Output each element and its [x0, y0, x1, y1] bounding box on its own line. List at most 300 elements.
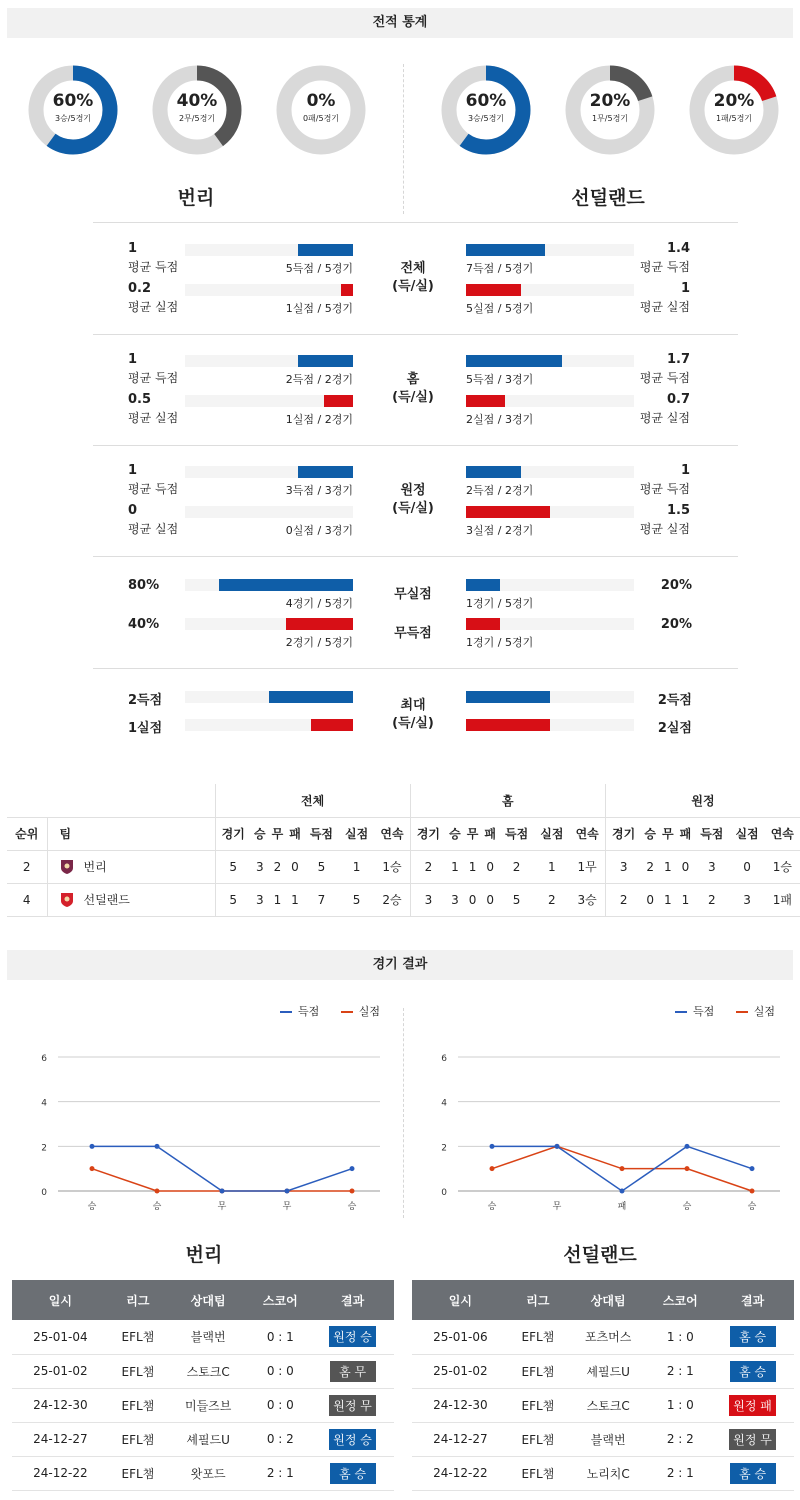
donut-left-0 [28, 65, 118, 155]
away-results-table [412, 1280, 794, 1491]
home-results-chart [0, 1030, 400, 1230]
legend-right [675, 1003, 775, 1019]
x-tick-label: 무 [552, 1202, 562, 1212]
data-point [90, 1166, 95, 1171]
results-col-3: 스코어 [249, 1280, 311, 1320]
data-point [750, 1166, 755, 1171]
group-title-sub: (득/실) [392, 501, 434, 516]
left-value: 0.5 [128, 392, 152, 407]
donut-percent: 60% [465, 91, 507, 111]
stat-cell: 1 [464, 850, 482, 883]
bar-right [466, 395, 505, 407]
result-league: EFL챔 [109, 1456, 167, 1490]
donut-percent: 20% [713, 91, 755, 111]
result-opponent: 미들즈브 [167, 1388, 249, 1422]
left-label: 평균 득점 [128, 260, 179, 274]
bar-right [466, 284, 521, 296]
col-3: 패 [286, 817, 304, 850]
x-tick-label: 승 [747, 1202, 757, 1212]
col-6: 연속 [374, 817, 410, 850]
stat-cell: 2승 [374, 883, 410, 916]
data-point [155, 1189, 160, 1194]
result-score: 2 : 1 [249, 1456, 311, 1490]
max-title [370, 697, 456, 733]
bar-right-track [466, 466, 634, 478]
group-title [370, 260, 456, 296]
result-league: EFL챔 [509, 1456, 567, 1490]
stat-cell: 1 [286, 883, 304, 916]
bar-left [298, 466, 353, 478]
bar-right [466, 244, 545, 256]
bar-right [466, 618, 500, 630]
col-0: 경기 [215, 817, 251, 850]
left-value: 0.2 [128, 281, 152, 296]
bar-left-track [185, 618, 353, 630]
rank-cell: 2 [7, 850, 47, 883]
col-3: 패 [677, 817, 695, 850]
results-col-2: 상대팀 [167, 1280, 249, 1320]
bar-left-track [185, 466, 353, 478]
stat-cell: 1 [534, 850, 569, 883]
stat-cell: 2 [605, 883, 641, 916]
bar-left [219, 579, 353, 591]
right-label: 평균 실점 [639, 300, 690, 314]
donut-percent: 60% [52, 91, 94, 111]
no-score-title: 무득점 [394, 626, 432, 641]
result-badge: 원정 승 [329, 1429, 376, 1450]
legend-scored-label: 득점 [693, 1005, 715, 1018]
left-value: 80% [128, 578, 160, 593]
bar-left-track [185, 506, 353, 518]
result-cell [311, 1320, 394, 1354]
stat-cell: 2 [694, 883, 729, 916]
right-value: 1.4 [666, 241, 690, 256]
result-opponent: 스토크C [167, 1354, 249, 1388]
stat-cell: 0 [729, 850, 764, 883]
left-caption: 0실점 / 3경기 [285, 524, 353, 537]
bar-left-track [185, 395, 353, 407]
results-col-1: 리그 [509, 1280, 567, 1320]
team-crest-icon [60, 892, 74, 908]
col-rank: 순위 [7, 817, 47, 850]
result-cell [311, 1422, 394, 1456]
data-point [620, 1166, 625, 1171]
x-tick-label: 승 [347, 1202, 357, 1212]
result-opponent: 스토크C [567, 1388, 649, 1422]
stat-cell: 5 [339, 883, 374, 916]
result-row [12, 1354, 394, 1388]
standings-row [7, 883, 800, 916]
legend-conceded-label: 실점 [753, 1005, 776, 1018]
y-tick-label: 0 [441, 1188, 447, 1198]
stat-cell: 3 [251, 883, 269, 916]
bar-right-track [466, 618, 634, 630]
bar-right-track [466, 355, 634, 367]
bar-left-track [185, 284, 353, 296]
stat-cell: 3 [694, 850, 729, 883]
stat-cell: 2 [499, 850, 534, 883]
right-value: 1 [680, 463, 690, 478]
bar-right [466, 691, 550, 703]
away-team-name-2: 선덜랜드 [563, 1244, 637, 1266]
group-title [370, 482, 456, 518]
stat-cell: 0 [641, 883, 659, 916]
stat-cell: 3 [446, 883, 464, 916]
col-5: 실점 [534, 817, 569, 850]
results-col-0: 일시 [12, 1280, 109, 1320]
result-badge: 홈 승 [330, 1463, 376, 1484]
bar-right-track [466, 395, 634, 407]
stat-cell: 3승 [569, 883, 605, 916]
result-league: EFL챔 [509, 1320, 567, 1354]
stat-cell: 5 [304, 850, 339, 883]
bar-right-track [466, 284, 634, 296]
legend-conceded-label: 실점 [358, 1005, 381, 1018]
legend-scored-swatch [675, 1011, 687, 1013]
x-tick-label: 무 [217, 1202, 227, 1212]
rank-cell: 4 [7, 883, 47, 916]
group-title-sub: (득/실) [392, 279, 434, 294]
col-6: 연속 [765, 817, 800, 850]
right-value: 20% [660, 578, 692, 593]
legend-left [280, 1003, 380, 1019]
y-tick-label: 2 [441, 1143, 447, 1154]
y-tick-label: 0 [41, 1188, 47, 1198]
result-date: 24-12-30 [12, 1388, 109, 1422]
results-col-0: 일시 [412, 1280, 509, 1320]
legend-scored-swatch [280, 1011, 292, 1013]
result-row [12, 1456, 394, 1490]
bar-right [466, 355, 562, 367]
max-title-sub: (득/실) [392, 716, 434, 731]
group-title-main: 원정 [400, 483, 426, 498]
donut-left-2 [276, 65, 366, 155]
result-date: 25-01-02 [412, 1354, 509, 1388]
x-tick-label: 승 [87, 1202, 97, 1212]
result-cell [711, 1422, 794, 1456]
result-league: EFL챔 [509, 1354, 567, 1388]
team-cell [47, 850, 215, 883]
bar-right-track [466, 506, 634, 518]
result-opponent: 노리치C [567, 1456, 649, 1490]
left-label: 평균 실점 [128, 411, 179, 425]
results-section-title: 경기 결과 [7, 950, 793, 980]
result-row [412, 1388, 794, 1422]
data-point [155, 1144, 160, 1149]
data-point [220, 1189, 225, 1194]
left-caption: 4경기 / 5경기 [285, 597, 353, 610]
result-date: 25-01-02 [12, 1354, 109, 1388]
left-value: 0 [128, 503, 138, 518]
result-date: 24-12-30 [412, 1388, 509, 1422]
stat-cell: 1 [677, 883, 695, 916]
stat-cell: 3 [605, 850, 641, 883]
bar-right-track [466, 691, 634, 703]
bar-right-track [466, 244, 634, 256]
stat-cell: 3 [729, 883, 764, 916]
bar-left [286, 618, 353, 630]
data-point [620, 1189, 625, 1194]
right-label: 평균 득점 [639, 482, 690, 496]
result-score: 2 : 2 [649, 1422, 711, 1456]
results-col-1: 리그 [109, 1280, 167, 1320]
legend-conceded-swatch [341, 1011, 353, 1013]
left-caption: 3득점 / 3경기 [285, 484, 353, 497]
col-3: 패 [481, 817, 499, 850]
results-col-3: 스코어 [649, 1280, 711, 1320]
left-caption: 1실점 / 5경기 [285, 302, 353, 315]
result-opponent: 포츠머스 [567, 1320, 649, 1354]
donut-percent: 0% [306, 91, 336, 111]
results-col-2: 상대팀 [567, 1280, 649, 1320]
col-2: 무 [464, 817, 482, 850]
left-caption: 2득점 / 2경기 [285, 373, 353, 386]
col-4: 득점 [694, 817, 729, 850]
y-tick-label: 2 [41, 1143, 47, 1154]
x-tick-label: 패 [617, 1202, 627, 1212]
result-opponent: 셰필드U [567, 1354, 649, 1388]
bar-left-track [185, 579, 353, 591]
result-cell [711, 1388, 794, 1422]
col-5: 실점 [729, 817, 764, 850]
col-1: 승 [446, 817, 464, 850]
right-value: 2실점 [657, 721, 692, 736]
result-badge: 원정 무 [329, 1395, 376, 1416]
result-cell [711, 1456, 794, 1490]
clean-sheet-title: 무실점 [394, 587, 432, 602]
col-2: 무 [269, 817, 287, 850]
home-results-table [12, 1280, 394, 1491]
result-cell [311, 1354, 394, 1388]
donut-percent: 40% [176, 91, 218, 111]
result-date: 24-12-27 [12, 1422, 109, 1456]
left-label: 평균 득점 [128, 482, 179, 496]
y-tick-label: 4 [441, 1098, 447, 1109]
group-title-sub: (득/실) [392, 390, 434, 405]
result-score: 2 : 1 [649, 1456, 711, 1490]
stat-cell: 0 [286, 850, 304, 883]
col-team: 팀 [47, 817, 215, 850]
stat-cell: 3 [410, 883, 446, 916]
row-divider [93, 222, 738, 223]
left-value: 1 [128, 463, 138, 478]
result-date: 24-12-22 [412, 1456, 509, 1490]
donut-subtext: 1패/5경기 [715, 114, 753, 123]
standings-table [7, 784, 800, 917]
col-1: 승 [251, 817, 269, 850]
result-league: EFL챔 [109, 1388, 167, 1422]
result-date: 25-01-06 [412, 1320, 509, 1354]
result-date: 25-01-04 [12, 1320, 109, 1354]
bar-left [269, 691, 353, 703]
group-away: 원정 [605, 784, 800, 817]
results-col-4: 결과 [711, 1280, 794, 1320]
right-caption: 3실점 / 2경기 [466, 524, 534, 537]
data-point [285, 1189, 290, 1194]
bar-left-track [185, 355, 353, 367]
bar-left [341, 284, 353, 296]
result-score: 0 : 1 [249, 1320, 311, 1354]
group-title [370, 371, 456, 407]
result-date: 24-12-22 [12, 1456, 109, 1490]
home-team-name: 번리 [177, 187, 215, 209]
stat-cell: 1 [446, 850, 464, 883]
stat-cell: 5 [215, 883, 251, 916]
result-badge: 홈 무 [330, 1361, 376, 1382]
right-caption: 5실점 / 5경기 [466, 302, 534, 315]
result-row [412, 1354, 794, 1388]
donut-right-0 [441, 65, 531, 155]
stat-cell: 1 [659, 850, 677, 883]
data-point [750, 1189, 755, 1194]
home-team-name-2: 번리 [185, 1244, 223, 1266]
donut-percent: 20% [589, 91, 631, 111]
col-2: 무 [659, 817, 677, 850]
left-value: 2득점 [128, 693, 163, 708]
row-divider [93, 556, 738, 557]
data-point [350, 1189, 355, 1194]
right-value: 20% [660, 617, 692, 632]
x-tick-label: 승 [487, 1202, 497, 1212]
left-value: 1 [128, 241, 138, 256]
col-1: 승 [641, 817, 659, 850]
bar-left-track [185, 244, 353, 256]
stats-section-title: 전적 통계 [7, 8, 793, 38]
left-label: 평균 득점 [128, 371, 179, 385]
col-0: 경기 [410, 817, 446, 850]
team-name: 선덜랜드 [83, 892, 130, 907]
stat-cell: 1승 [374, 850, 410, 883]
left-label: 평균 실점 [128, 522, 179, 536]
away-results-chart [400, 1030, 800, 1230]
result-opponent: 왓포드 [167, 1456, 249, 1490]
stat-cell: 2 [269, 850, 287, 883]
results-col-4: 결과 [311, 1280, 394, 1320]
row-divider [93, 668, 738, 669]
max-title-main: 최대 [400, 698, 426, 713]
stat-cell: 2 [534, 883, 569, 916]
result-badge: 원정 무 [729, 1429, 776, 1450]
result-badge: 홈 승 [730, 1463, 776, 1484]
group-title-main: 홈 [406, 372, 420, 387]
result-cell [711, 1320, 794, 1354]
group-home: 홈 [410, 784, 605, 817]
stat-cell: 5 [499, 883, 534, 916]
team-cell [47, 883, 215, 916]
stat-cell: 0 [481, 850, 499, 883]
result-score: 0 : 0 [249, 1354, 311, 1388]
donut-subtext: 0패/5경기 [302, 114, 340, 123]
stat-cell: 1 [659, 883, 677, 916]
result-cell [311, 1456, 394, 1490]
donut-right-1 [565, 65, 655, 155]
away-team-name: 선덜랜드 [571, 187, 645, 209]
result-badge: 홈 승 [730, 1361, 776, 1382]
right-value: 1.7 [666, 352, 690, 367]
col-6: 연속 [569, 817, 605, 850]
bar-left [298, 244, 353, 256]
left-caption: 1실점 / 2경기 [285, 413, 353, 426]
right-value: 1.5 [666, 503, 690, 518]
right-value: 2득점 [657, 693, 692, 708]
donut-divider [403, 64, 404, 214]
result-score: 2 : 1 [649, 1354, 711, 1388]
stat-cell: 1 [339, 850, 374, 883]
data-point [350, 1166, 355, 1171]
standings-row [7, 850, 800, 883]
result-opponent: 블랙번 [167, 1320, 249, 1354]
result-league: EFL챔 [509, 1388, 567, 1422]
donut-right-2 [689, 65, 779, 155]
data-point [555, 1144, 560, 1149]
group-title-main: 전체 [400, 261, 426, 276]
left-value: 40% [128, 617, 160, 632]
donut-subtext: 1무/5경기 [591, 114, 629, 123]
bar-left [298, 355, 353, 367]
result-score: 0 : 0 [249, 1388, 311, 1422]
y-tick-label: 6 [441, 1054, 447, 1064]
result-opponent: 블랙번 [567, 1422, 649, 1456]
result-score: 1 : 0 [649, 1320, 711, 1354]
right-label: 평균 실점 [639, 522, 690, 536]
team-name: 번리 [83, 859, 107, 874]
right-caption: 2득점 / 2경기 [466, 484, 534, 497]
results-header [412, 1280, 794, 1320]
x-tick-label: 승 [152, 1202, 162, 1212]
bar-left-track [185, 691, 353, 703]
result-row [12, 1422, 394, 1456]
right-label: 평균 실점 [639, 411, 690, 425]
result-opponent: 셰필드U [167, 1422, 249, 1456]
result-score: 0 : 2 [249, 1422, 311, 1456]
right-value: 1 [680, 281, 690, 296]
left-value: 1 [128, 352, 138, 367]
stat-cell: 0 [677, 850, 695, 883]
bar-right [466, 506, 550, 518]
result-row [412, 1456, 794, 1490]
col-5: 실점 [339, 817, 374, 850]
bar-right [466, 466, 521, 478]
right-label: 평균 득점 [639, 260, 690, 274]
result-row [12, 1388, 394, 1422]
series-line-1 [92, 1169, 352, 1191]
x-tick-label: 무 [282, 1202, 292, 1212]
group-all: 전체 [215, 784, 410, 817]
donut-subtext: 3승/5경기 [467, 114, 505, 123]
legend-conceded-swatch [736, 1011, 748, 1013]
stat-cell: 1승 [765, 850, 800, 883]
legend-scored-label: 득점 [298, 1005, 320, 1018]
left-value: 1실점 [128, 721, 163, 736]
bar-right [466, 579, 500, 591]
data-point [685, 1144, 690, 1149]
bar-left-track [185, 719, 353, 731]
donut-subtext: 2무/5경기 [178, 114, 216, 123]
left-caption: 2경기 / 5경기 [285, 636, 353, 649]
left-label: 평균 실점 [128, 300, 179, 314]
stat-cell: 0 [481, 883, 499, 916]
result-cell [311, 1388, 394, 1422]
col-4: 득점 [304, 817, 339, 850]
bar-left [324, 395, 353, 407]
row-divider [93, 334, 738, 335]
bar-right-track [466, 719, 634, 731]
result-league: EFL챔 [109, 1354, 167, 1388]
result-row [412, 1320, 794, 1354]
data-point [685, 1166, 690, 1171]
results-header [12, 1280, 394, 1320]
left-caption: 5득점 / 5경기 [285, 262, 353, 275]
